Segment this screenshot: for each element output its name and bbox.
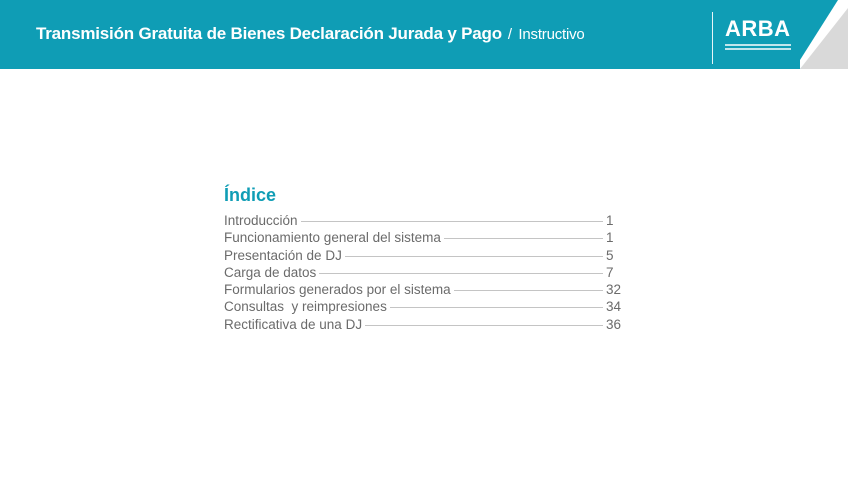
toc-entry-page: 1 — [606, 213, 614, 228]
document-subtitle: Instructivo — [518, 26, 585, 43]
toc-entry-page: 34 — [606, 299, 622, 315]
toc-entry-page: 5 — [606, 247, 614, 263]
title-separator: / — [507, 26, 512, 43]
toc-entry-page: 32 — [606, 282, 622, 298]
toc-dot-leader — [454, 290, 603, 291]
toc-entry-page: 1 — [606, 230, 614, 246]
toc-entry[interactable] — [224, 264, 622, 281]
toc-entry-label: Funcionamiento general del sistema — [224, 230, 441, 246]
header-divider — [712, 12, 713, 64]
arba-logo-text: ARBA — [725, 16, 791, 41]
toc-entry-label: Introducción — [224, 213, 298, 228]
toc-entry-label: Rectificativa de una DJ — [224, 316, 363, 332]
toc-entry[interactable] — [224, 316, 622, 333]
toc-dot-leader — [365, 325, 603, 326]
toc-entry-label: Carga de datos — [224, 264, 317, 280]
document-title-text: Transmisión Gratuita de Bienes Declaración Jurada y Pago — [36, 24, 502, 43]
document-title — [36, 24, 585, 44]
toc-dot-leader — [444, 238, 603, 239]
toc-entry[interactable] — [224, 212, 622, 229]
toc-dot-leader — [345, 256, 603, 257]
table-of-contents — [224, 184, 622, 333]
toc-dot-leader — [301, 221, 603, 222]
corner-decoration — [800, 0, 848, 69]
toc-entry-page: 36 — [606, 316, 622, 332]
toc-entry[interactable] — [224, 298, 622, 315]
toc-dot-leader — [390, 307, 603, 308]
toc-entry[interactable] — [224, 247, 622, 264]
toc-entry-label: Presentación de DJ — [224, 247, 342, 263]
logo-tagline-graphic — [725, 44, 805, 50]
header-bar — [0, 0, 848, 69]
toc-dot-leader — [319, 273, 603, 274]
toc-entry[interactable] — [224, 229, 622, 246]
toc-entry-label: Formularios generados por el sistema — [224, 282, 451, 298]
arba-logo — [725, 18, 805, 58]
toc-entry[interactable] — [224, 281, 622, 298]
toc-entry-page: 7 — [606, 264, 614, 280]
toc-title: Índice — [224, 185, 277, 205]
toc-entry-label: Consultas y reimpresiones — [224, 299, 387, 315]
